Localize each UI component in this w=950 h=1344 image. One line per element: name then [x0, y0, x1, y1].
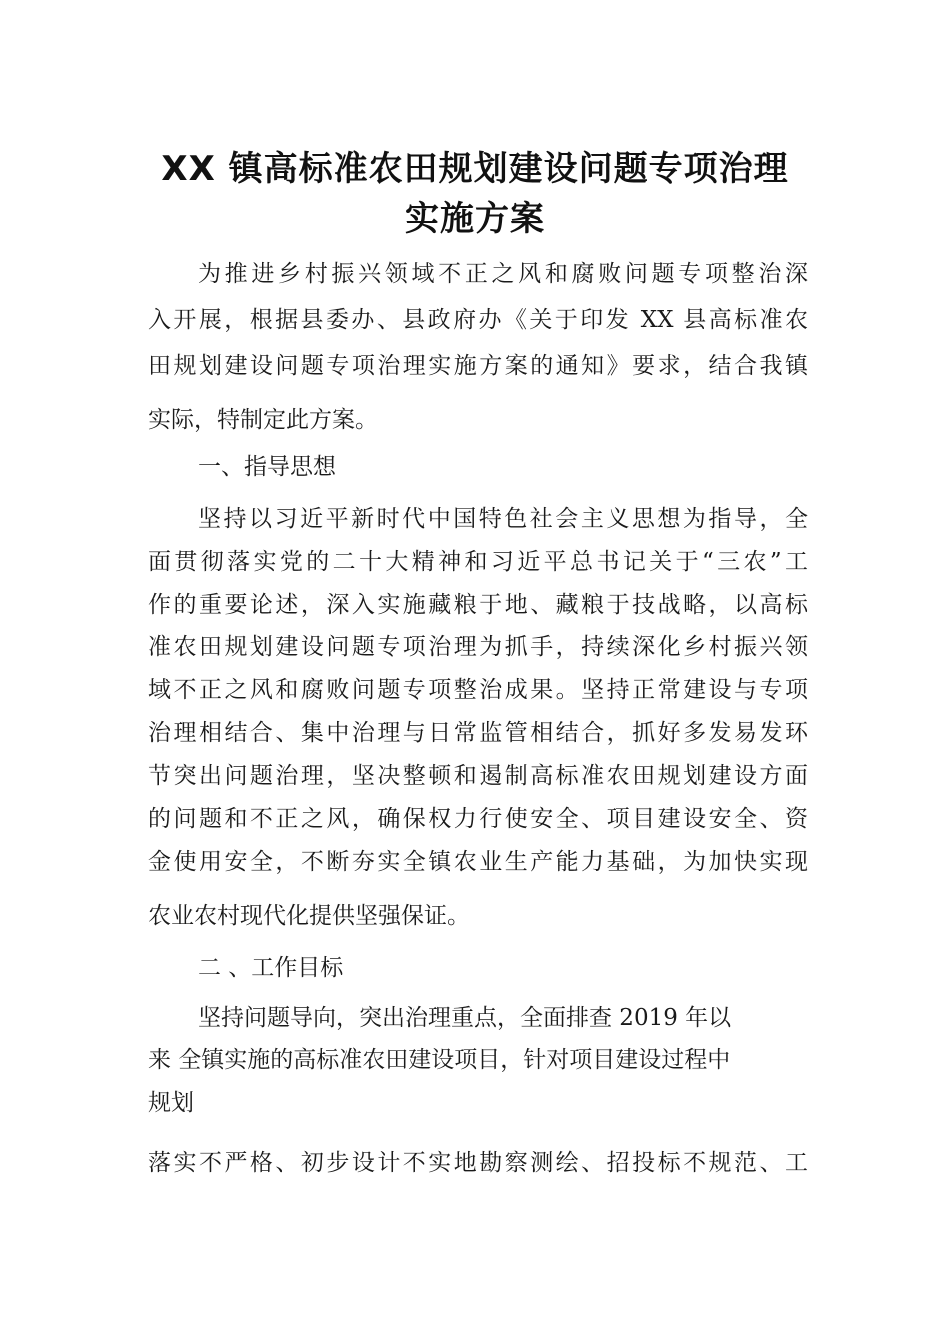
intro-line: 为推进乡村振兴领域不正之风和腐败问题专项整治深	[198, 261, 808, 287]
section1-line: 面贯彻落实党的二十大精神和习近平总书记关于“三农”工	[148, 549, 808, 575]
section1-line: 域不正之风和腐败问题专项整治成果。坚持正常建设与专项	[148, 677, 808, 703]
section1-line: 农业农村现代化提供坚强保证。	[148, 903, 470, 929]
document-title-line-1: XX 镇高标准农田规划建设问题专项治理	[161, 149, 789, 189]
section1-line: 作的重要论述，深入实施藏粮于地、藏粮于技战略，以高标	[148, 592, 808, 618]
intro-line: 入开展，根据县委办、县政府办《关于印发 XX 县高标准农	[148, 307, 808, 333]
section1-line: 的问题和不正之风，确保权力行使安全、项目建设安全、资	[148, 806, 808, 832]
intro-line: 田规划建设问题专项治理实施方案的通知》要求，结合我镇	[148, 353, 808, 379]
intro-line: 实际，特制定此方案。	[148, 407, 378, 433]
section1-line: 治理相结合、集中治理与日常监管相结合，抓好多发易发环	[148, 720, 808, 746]
section2-line: 落实不严格、初步设计不实地勘察测绘、招投标不规范、工	[148, 1150, 808, 1176]
document-title-line-2: 实施方案	[405, 199, 545, 239]
section1-line: 金使用安全，不断夯实全镇农业生产能力基础，为加快实现	[148, 849, 808, 875]
section2-line: 来 全镇实施的高标准农田建设项目，针对项目建设过程中	[148, 1047, 731, 1073]
section1-line: 准农田规划建设问题专项治理为抓手，持续深化乡村振兴领	[148, 634, 808, 660]
section-heading-work-goals: 二 、工作目标	[198, 955, 344, 981]
section1-line: 节突出问题治理，坚决整顿和遏制高标准农田规划建设方面	[148, 763, 808, 789]
section-heading-guiding-thought: 一、指导思想	[198, 454, 336, 480]
section2-line: 坚持问题导向，突出治理重点，全面排查 2019 年以	[198, 1005, 732, 1031]
section1-line: 坚持以习近平新时代中国特色社会主义思想为指导，全	[198, 506, 808, 532]
section2-line: 规划	[148, 1090, 194, 1116]
